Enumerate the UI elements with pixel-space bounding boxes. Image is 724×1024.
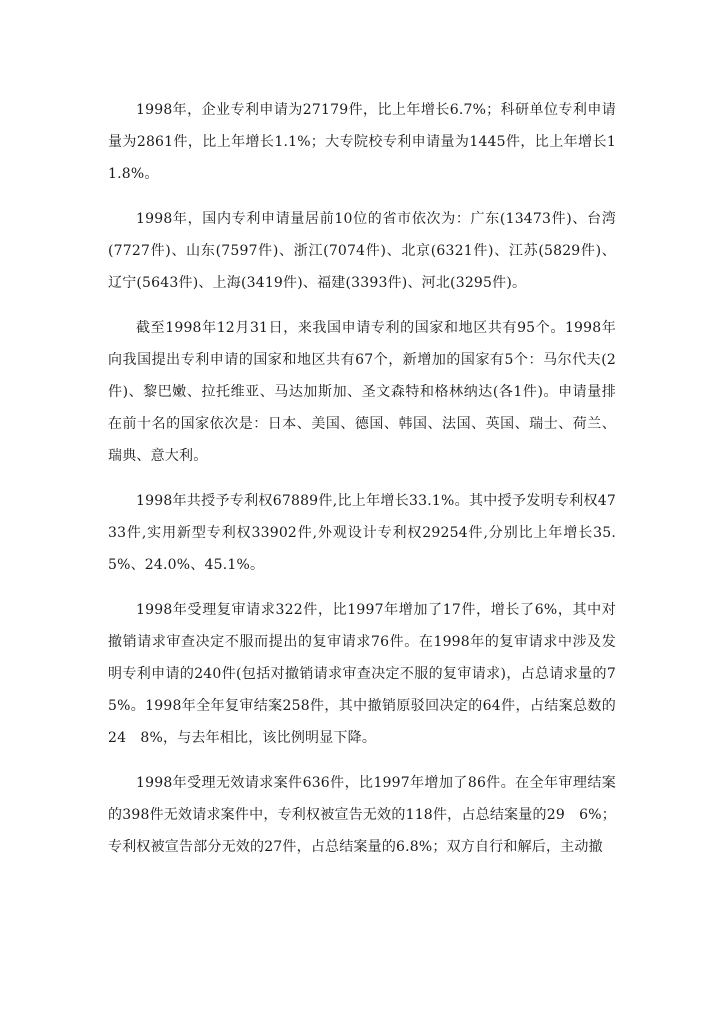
paragraph-reexamination-requests: 1998年受理复审请求322件，比1997年增加了17件，增长了6%，其中对撤销请求审查决定不服而提出的复审请求76件。在1998年的复审请求中涉及发明专利申请的240件(包括对撤销请求审查决定不服的复审请求)，占总请求量的75%。1998年全年复审结案258件，其中撤销原驳回决定的64件，占结案总数的24 8%，与去年相比，该比例明显下降。 [108, 602, 616, 746]
paragraph-enterprise-applications: 1998年，企业专利申请为27179件，比上年增长6.7%；科研单位专利申请量为2861件，比上年增长1.1%；大专院校专利申请量为1445件，比上年增长11.8%。 [108, 102, 616, 182]
paragraph-top-provinces: 1998年，国内专利申请量居前10位的省市依次为：广东(13473件)、台湾(7727件)、山东(7597件)、浙江(7074件)、北京(6321件)、江苏(5829件)、辽宁(5643件)、上海(3419件)、福建(3393件)、河北(3295件)。 [108, 211, 616, 291]
paragraph-invalidation-requests: 1998年受理无效请求案件636件，比1997年增加了86件。在全年审理结案的398件无效请求案件中，专利权被宣告无效的118件，占总结案量的29 6%；专利权被宣告部分无效的27件，占总结案量的6.8%；双方自行和解后，主动撤 [108, 775, 616, 855]
document-body [108, 94, 616, 876]
paragraph-foreign-countries: 截至1998年12月31日，来我国申请专利的国家和地区共有95个。1998年向我国提出专利申请的国家和地区共有67个，新增加的国家有5个：马尔代夫(2件)、黎巴嫩、拉托维亚、马达加斯加、圣文森特和格林纳达(各1件)。申请量排在前十名的国家依次是：日本、美国、德国、韩国、法国、英国、瑞士、荷兰、瑞典、意大利。 [108, 320, 616, 464]
paragraph-patents-granted: 1998年共授予专利权67889件,比上年增长33.1%。其中授予发明专利权4733件,实用新型专利权33902件,外观设计专利权29254件,分别比上年增长35.5%、24.0%、45.1%。 [108, 493, 616, 573]
